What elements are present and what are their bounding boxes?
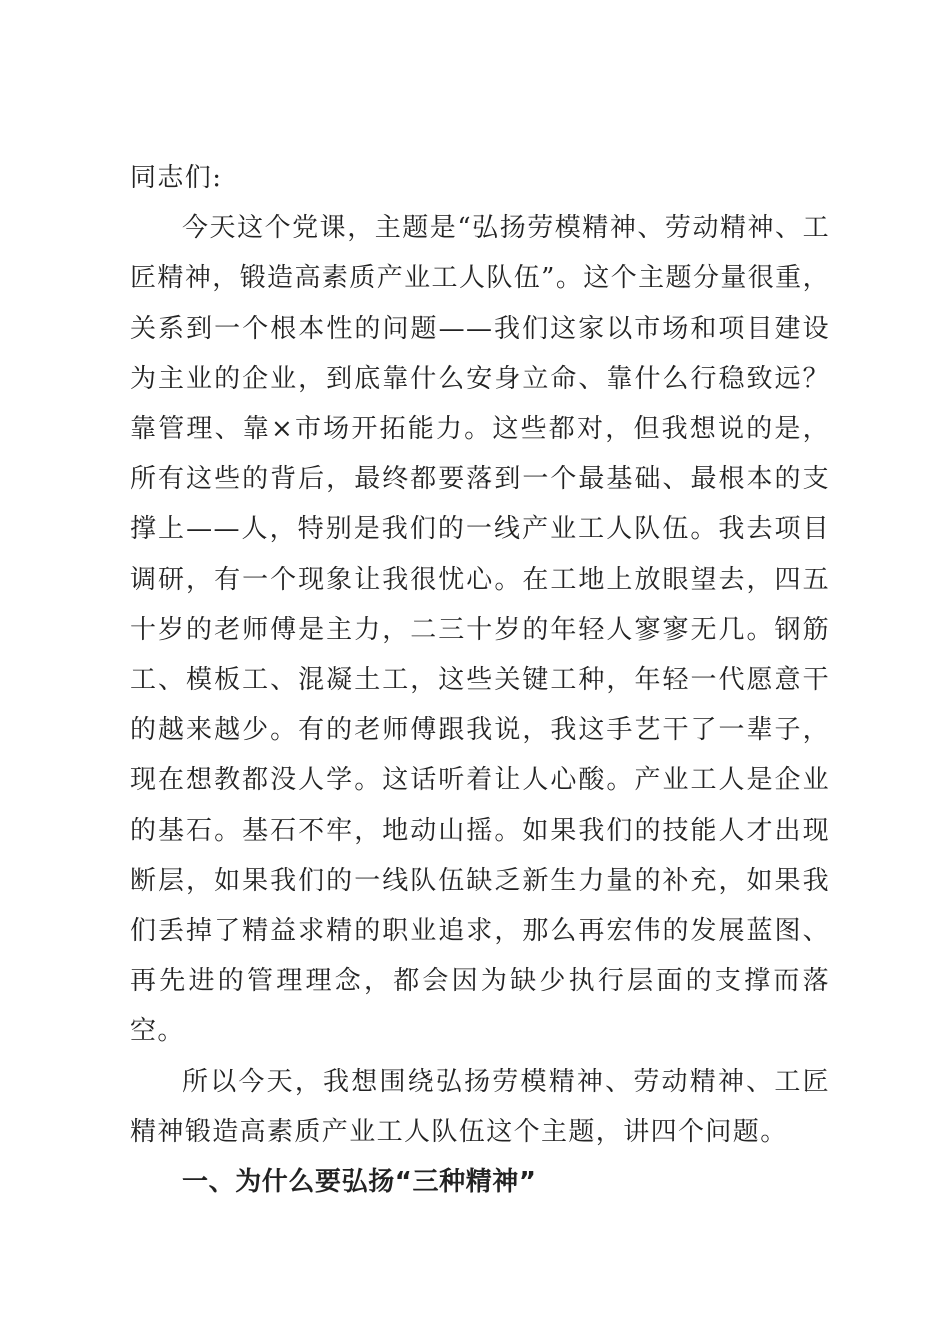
- salutation: 同志们:: [130, 163, 223, 193]
- section-heading-1: 一、为什么要弘扬“三种精神”: [182, 1167, 537, 1198]
- body-paragraph-1: 今天这个党课，主题是“弘扬劳模精神、劳动精神、工匠精神，锻造高素质产业工人队伍”。这个主题分量很重，关系到一个根本性的问题——我们这家以市场和项目建设为主业的企业，到底靠什么安身立命、靠什么行稳致远？靠管理、靠×市场开拓能力。这些都对，但我想说的是，所有这些的背后，最终都要落到一个最基础、最根本的支撑上——人，特别是我们的一线产业工人队伍。我去项目调研，有一个现象让我很忧心。在工地上放眼望去，四五十岁的老师傅是主力，二三十岁的年轻人寥寥无几。钢筋工、模板工、混凝土工，这些关键工种，年轻一代愿意干的越来越少。有的老师傅跟我说，我这手艺干了一辈子，现在想教都没人学。这话听着让人心酸。产业工人是企业的基石。基石不牢，地动山摇。如果我们的技能人才出现断层，如果我们的一线队伍缺乏新生力量的补充，如果我们丢掉了精益求精的职业追求，那么再宏伟的发展蓝图、再先进的管理理念，都会因为缺少执行层面的支撑而落空。: [130, 213, 830, 1047]
- body-paragraph-2: 所以今天，我想围绕弘扬劳模精神、劳动精神、工匠精神锻造高素质产业工人队伍这个主题，讲四个问题。: [130, 1066, 830, 1147]
- document-body: [130, 153, 830, 1207]
